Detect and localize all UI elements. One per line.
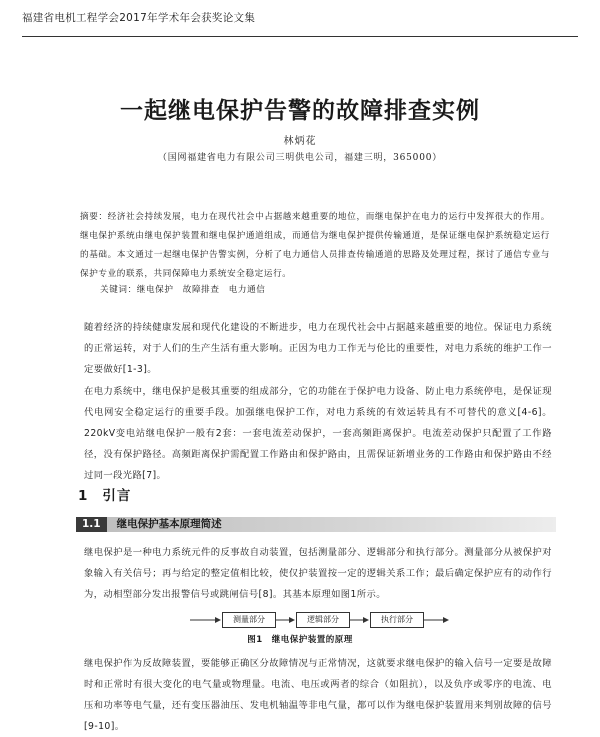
subsection-number: 1.1 <box>76 517 107 532</box>
box-logic: 逻辑部分 <box>296 612 350 628</box>
paragraph-1: 随着经济的持续健康发展和现代化建设的不断进步，电力在现代社会中占据越来越重要的地位。保证电力系统的正常运转，对于人们的生产生活有重大影响。正因为电力工作无与伦比的重要性，对电力系统的维护工作一定要做好[1-3]。 <box>84 322 552 375</box>
box-execution: 执行部分 <box>370 612 424 628</box>
subsection-heading <box>76 517 556 532</box>
keywords: 关键词：继电保护 故障排查 电力通信 <box>100 285 266 295</box>
paragraph-4: 继电保护作为反故障装置，要能够正确区分故障情况与正常情况，这就要求继电保护的输入信号一定要是故障时和正常时有很大变化的电气量或物理量。电流、电压或两者的综合（如阻抗），以及负序或零序的电流、电压和功率等电气量，还有变压器油压、发电机轴温等非电气量，都可以作为继电保护装置用来判别故障的信号[9-10]。 <box>84 658 552 732</box>
author: 林炳花 <box>283 136 317 147</box>
figure-1-diagram <box>190 609 450 631</box>
section-heading <box>78 484 131 504</box>
paragraph-2: 在电力系统中，继电保护是极其重要的组成部分，它的功能在于保护电力设备、防止电力系统停电，是保证现代电网安全稳定运行的重要手段。加强继电保护工作，对电力系统的有效运转具有不可替代的意义[4-6]。220kV变电站继电保护一般有2套：一套电流差动保护，一套高频距离保护。电流差动保护只配置了工作路径，没有保护路径。高频距离保护需配置工作路由和保护路由，且需保证新增业务的工作路由和保护路由不经过同一段光路[7]。 <box>84 386 552 481</box>
paragraph-3: 继电保护是一种电力系统元件的反事故自动装置，包括测量部分、逻辑部分和执行部分。测量部分从被保护对象输入有关信号；再与给定的整定值相比较，使仅护装置按一定的逻辑关系工作；最后确定保护应有的动作行为，动相型部分发出报警信号或跳闸信号[8]。其基本原理如图1所示。 <box>84 547 552 600</box>
abstract: 摘要：经济社会持续发展，电力在现代社会中占据越来越重要的地位，而继电保护在电力的运行中发挥很大的作用。继电保护系统由继电保护装置和继电保护通道组成，而通信为继电保护提供传输通道，是保证继电保护系统稳定运行的基础。本文通过一起继电保护告警实例，分析了电力通信人员排查传输通道的思路及处理过程，探讨了通信专业与保护专业的联系，共同保障电力系统安全稳定运行。 <box>80 212 550 279</box>
box-measurement: 测量部分 <box>222 612 276 628</box>
section-title: 引言 <box>102 488 132 504</box>
section-number: 1 <box>78 488 89 504</box>
header-rule <box>22 36 578 37</box>
affiliation: （国网福建省电力有限公司三明供电公司，福建三明，365000） <box>157 153 443 163</box>
figure-1-caption: 图1 继电保护装置的原理 <box>247 635 353 645</box>
running-head: 福建省电机工程学会2017年学术年会获奖论文集 <box>22 12 256 24</box>
paper-title: 一起继电保护告警的故障排查实例 <box>120 97 480 124</box>
subsection-title: 继电保护基本原理简述 <box>116 518 222 530</box>
